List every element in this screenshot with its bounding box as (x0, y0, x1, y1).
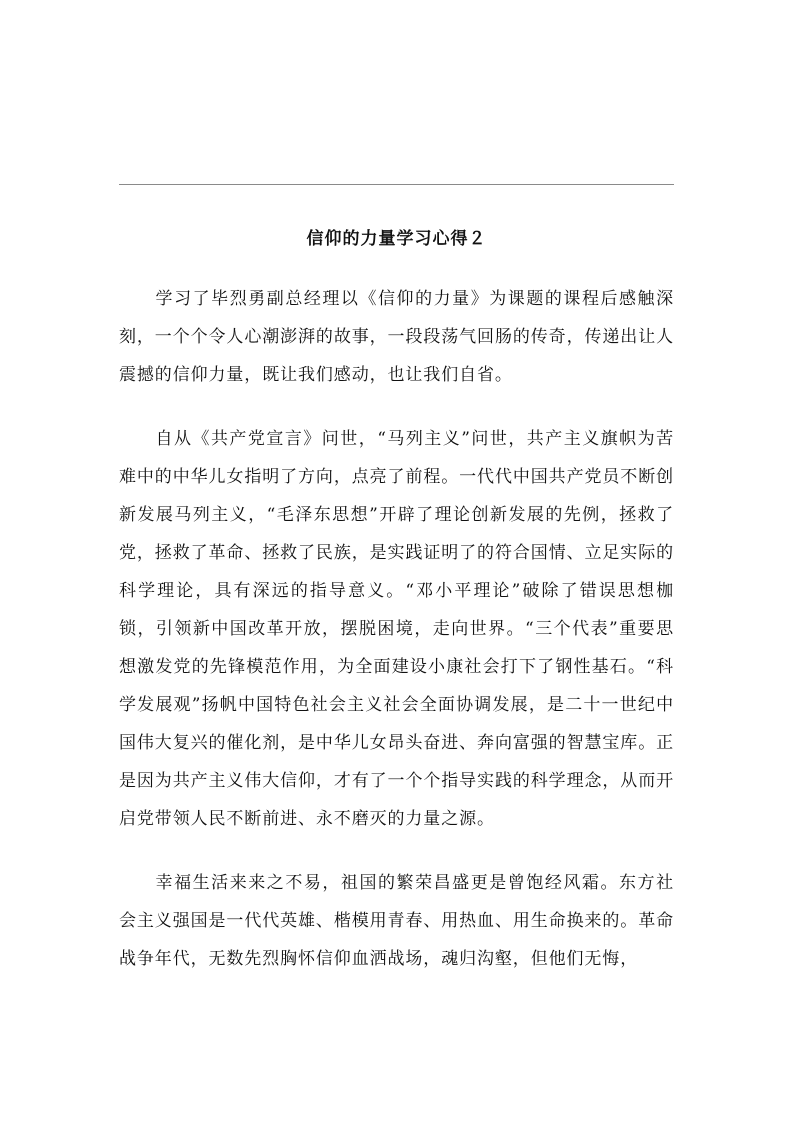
document-title: 信仰的力量学习心得２ (306, 229, 487, 249)
paragraph-3: 幸福生活来来之不易，祖国的繁荣昌盛更是曾饱经风霜。东方社会主义强国是一代代英雄、楷模用青春、用热血、用生命换来的。革命战争年代，无数先烈胸怀信仰血洒战场，魂归沟壑，但他们无悔， (119, 873, 674, 969)
paragraph-2: 自从《共产党宣言》问世，“马列主义”问世，共产主义旗帜为苦难中的中华儿女指明了方向，点亮了前程。一代代中国共产党员不断创新发展马列主义，“毛泽东思想”开辟了理论创新发展的先例，拯救了党，拯救了革命、拯救了民族，是实践证明了的符合国情、立足实际的科学理论，具有深远的指导意义。“邓小平理论”破除了错误思想枷锁，引领新中国改革开放，摆脱困境，走向世界。“三个代表”重要思想激发党的先锋模范作用，为全面建设小康社会打下了钢性基石。“科学发展观”扬帆中国特色社会主义社会全面协调发展，是二十一世纪中国伟大复兴的催化剂，是中华儿女昂头奋进、奔向富强的智慧宝库。正是因为共产主义伟大信仰，才有了一个个指导实践的科学理念，从而开启党带领人民不断前进、永不磨灭的力量之源。 (119, 429, 674, 829)
paragraph-1: 学习了毕烈勇副总经理以《信仰的力量》为课题的课程后感触深刻，一个个令人心潮澎湃的故事，一段段荡气回肠的传奇，传递出让人震撼的信仰力量，既让我们感动，也让我们自省。 (119, 289, 674, 385)
document-body (119, 280, 674, 978)
header-divider (119, 184, 674, 185)
